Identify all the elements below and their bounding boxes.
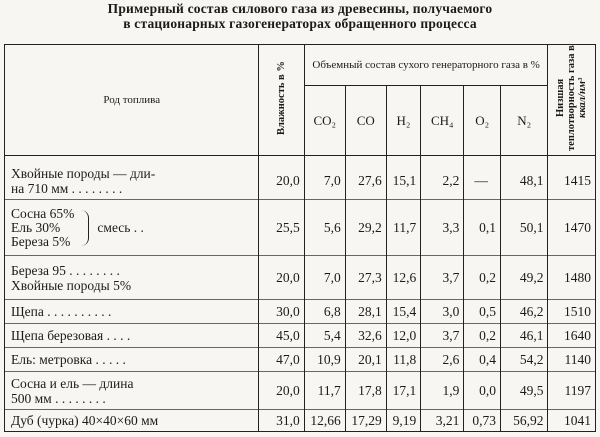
fuel-cell — [5, 200, 259, 256]
co-cell: 28,1 — [345, 300, 386, 324]
fuel-item: Береза 5% — [11, 233, 71, 249]
title-line-1: Примерный состав силового газа из древесины, получаемого — [107, 1, 493, 16]
fuel-cell: Щепа . . . . . . . . . . — [5, 300, 259, 324]
fuel-cell: Ель: метровка . . . . . — [5, 348, 259, 372]
co2-cell: 12,66 — [304, 410, 345, 432]
ch4-cell: 3,7 — [421, 256, 464, 300]
header-composition: Объемный состав сухого генераторного газа в % — [304, 45, 548, 86]
fuel-line: Хвойные породы — дли- — [11, 165, 156, 181]
header-heat-value — [548, 45, 596, 156]
fuel-line: на 710 мм . . . . . . . . — [11, 180, 123, 196]
gas-composition-table — [4, 44, 596, 432]
humidity-cell: 20,0 — [259, 156, 304, 200]
humidity-cell: 20,0 — [259, 256, 304, 300]
co-cell: 32,6 — [345, 324, 386, 348]
header-humidity — [259, 45, 304, 156]
humidity-cell: 25,5 — [259, 200, 304, 256]
ch4-cell: 3,3 — [421, 200, 464, 256]
n2-cell: 50,1 — [500, 200, 548, 256]
heat-cell: 1415 — [548, 156, 596, 200]
co-cell: 27,6 — [345, 156, 386, 200]
fuel-line: 500 мм . . . . . . . . — [11, 390, 106, 406]
o2-cell: 0,5 — [464, 300, 501, 324]
table-row — [5, 256, 596, 300]
o2-cell: — — [464, 156, 501, 200]
co-cell: 27,3 — [345, 256, 386, 300]
header-gas-co2: CO₂ — [304, 86, 345, 156]
n2-cell: 46,1 — [500, 324, 548, 348]
humidity-cell: 20,0 — [259, 372, 304, 410]
n2-cell: 49,2 — [500, 256, 548, 300]
h2-cell: 12,0 — [386, 324, 421, 348]
o2-cell: 0,73 — [464, 410, 501, 432]
heat-cell: 1510 — [548, 300, 596, 324]
h2-cell: 15,4 — [386, 300, 421, 324]
header-gas-co: CO — [345, 86, 386, 156]
header-gas-o2: O₂ — [464, 86, 501, 156]
fuel-mix-label: смесь . . — [97, 220, 144, 235]
fuel-cell — [5, 256, 259, 300]
header-gas-ch4: CH₄ — [421, 86, 464, 156]
header-heat-label — [555, 45, 588, 151]
humidity-cell: 45,0 — [259, 324, 304, 348]
n2-cell: 48,1 — [500, 156, 548, 200]
o2-cell: 0,4 — [464, 348, 501, 372]
h2-cell: 15,1 — [386, 156, 421, 200]
heat-cell: 1470 — [548, 200, 596, 256]
n2-cell: 54,2 — [500, 348, 548, 372]
table-row — [5, 348, 596, 372]
co2-cell: 7,0 — [304, 256, 345, 300]
humidity-cell: 30,0 — [259, 300, 304, 324]
co2-cell: 10,9 — [304, 348, 345, 372]
h2-cell: 11,7 — [386, 200, 421, 256]
table-row — [5, 324, 596, 348]
co-cell: 20,1 — [345, 348, 386, 372]
n2-cell: 46,2 — [500, 300, 548, 324]
h2-cell: 9,19 — [386, 410, 421, 432]
fuel-line: Сосна и ель — длина — [11, 375, 134, 391]
table-row — [5, 372, 596, 410]
co-cell: 29,2 — [345, 200, 386, 256]
header-fuel: Род топлива — [5, 45, 259, 156]
co2-cell: 7,0 — [304, 156, 345, 200]
header-heat-unit: ккал/нм³ — [577, 77, 589, 119]
ch4-cell: 3,0 — [421, 300, 464, 324]
fuel-cell: Дуб (чурка) 40×40×60 мм — [5, 410, 259, 432]
table-row — [5, 300, 596, 324]
heat-cell: 1640 — [548, 324, 596, 348]
heat-cell: 1197 — [548, 372, 596, 410]
co-cell: 17,29 — [345, 410, 386, 432]
header-gas-n2: N₂ — [500, 86, 548, 156]
header-heat-text: Низшая теплотворность газа в — [555, 45, 578, 151]
h2-cell: 11,8 — [386, 348, 421, 372]
table-row — [5, 156, 596, 200]
co2-cell: 5,4 — [304, 324, 345, 348]
ch4-cell: 2,2 — [421, 156, 464, 200]
ch4-cell: 3,7 — [421, 324, 464, 348]
heat-cell: 1041 — [548, 410, 596, 432]
ch4-cell: 3,21 — [421, 410, 464, 432]
fuel-item: Сосна 65% — [11, 205, 75, 221]
heat-cell: 1140 — [548, 348, 596, 372]
table-row — [5, 200, 596, 256]
co2-cell: 11,7 — [304, 372, 345, 410]
brace-symbol — [80, 210, 89, 246]
table-title — [0, 1, 600, 31]
n2-cell: 56,92 — [500, 410, 548, 432]
humidity-cell: 47,0 — [259, 348, 304, 372]
table-row — [5, 410, 596, 432]
header-gas-h2: H₂ — [386, 86, 421, 156]
humidity-cell: 31,0 — [259, 410, 304, 432]
n2-cell: 49,5 — [500, 372, 548, 410]
co2-cell: 6,8 — [304, 300, 345, 324]
o2-cell: 0,2 — [464, 256, 501, 300]
title-line-2: в стационарных газогенераторах обращенного процесса — [123, 16, 477, 31]
fuel-cell: Щепа березовая . . . . — [5, 324, 259, 348]
fuel-line: Хвойные породы 5% — [11, 277, 132, 293]
ch4-cell: 1,9 — [421, 372, 464, 410]
o2-cell: 0,0 — [464, 372, 501, 410]
h2-cell: 12,6 — [386, 256, 421, 300]
co-cell: 17,8 — [345, 372, 386, 410]
o2-cell: 0,2 — [464, 324, 501, 348]
o2-cell: 0,1 — [464, 200, 501, 256]
fuel-cell — [5, 156, 259, 200]
co2-cell: 5,6 — [304, 200, 345, 256]
fuel-cell — [5, 372, 259, 410]
h2-cell: 17,1 — [386, 372, 421, 410]
header-humidity-label: Влажность в % — [276, 61, 288, 135]
fuel-line: Береза 95 . . . . . . . . — [11, 262, 120, 278]
fuel-item: Ель 30% — [11, 219, 61, 235]
ch4-cell: 2,6 — [421, 348, 464, 372]
heat-cell: 1480 — [548, 256, 596, 300]
